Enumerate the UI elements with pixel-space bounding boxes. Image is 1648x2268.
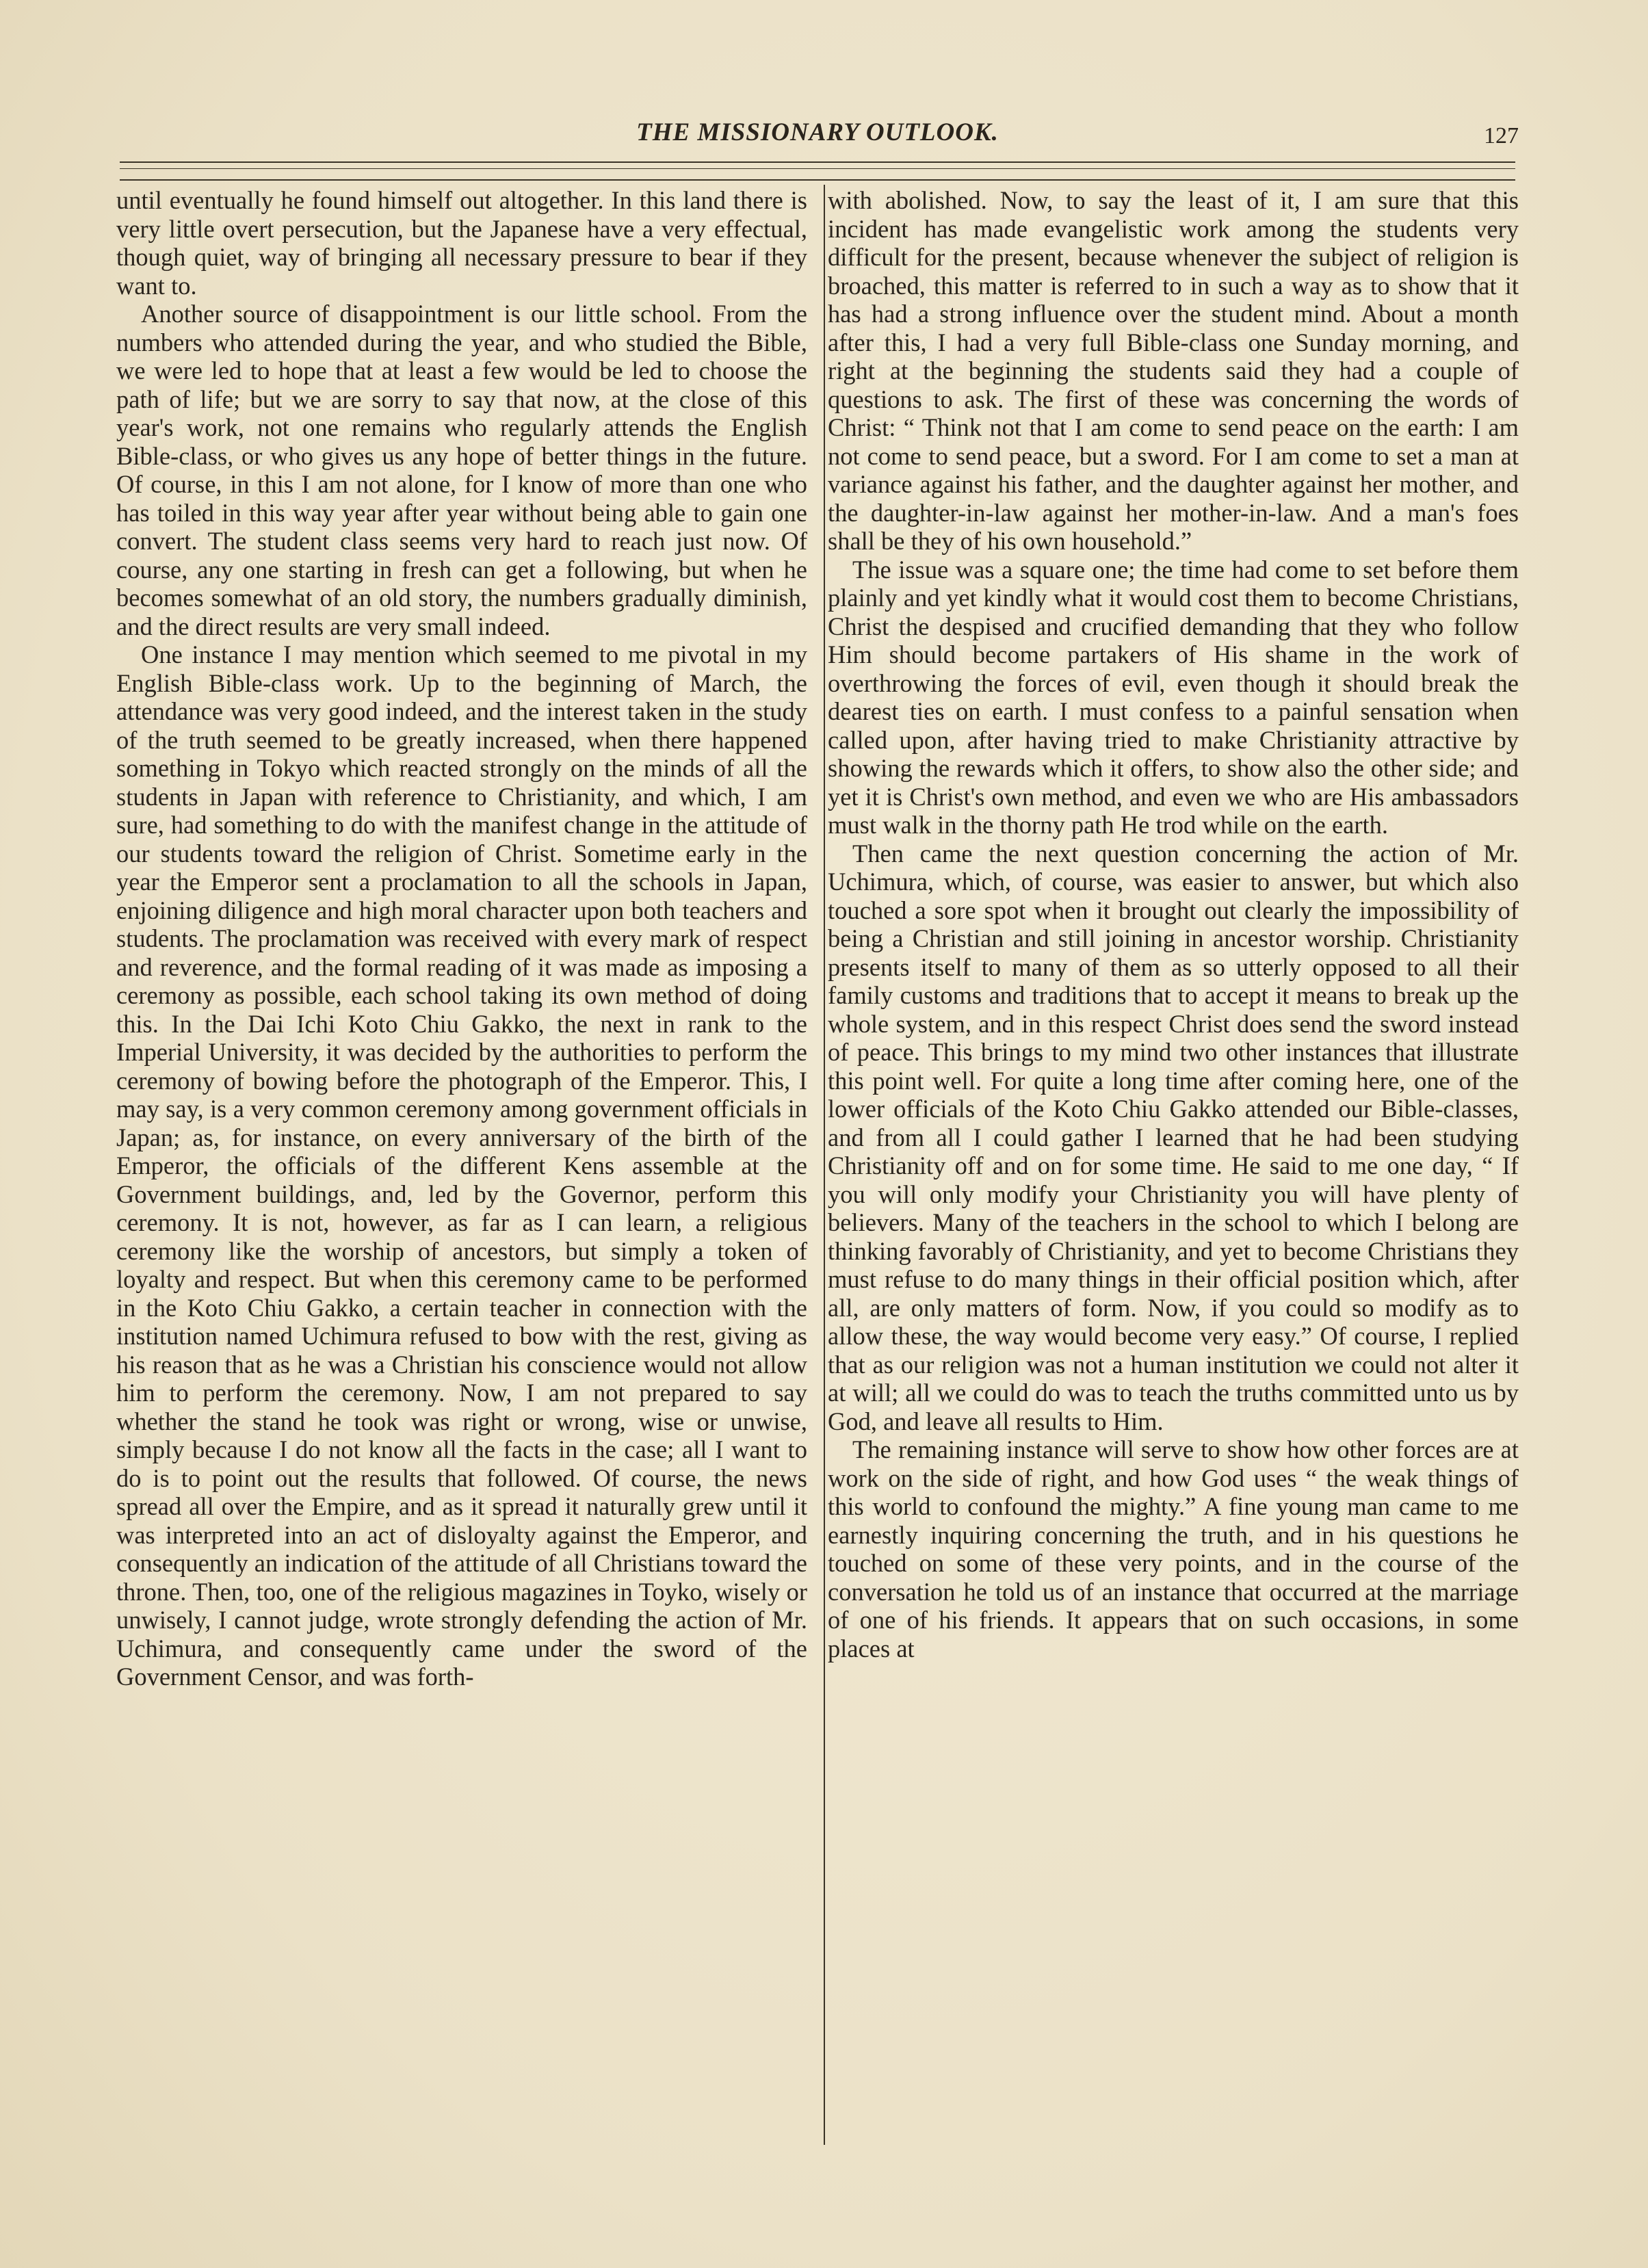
left-column [116,186,807,2143]
left-paragraph-3: One instance I may mention which seemed to me pivotal in my English Bible-class work. Up to the beginning of March, the attendance was very good indeed, and the interest taken in the study of the truth seemed to be greatly increased, when there happened something in Tokyo which reacted strongly on the minds of all the students in Japan with reference to Christianity, and which, I am sure, had something to do with the manifest change in the attitude of our students toward the religion of Christ. Sometime early in the year the Emperor sent a proclamation to all the schools in Japan, enjoining diligence and high moral character upon both teachers and students. The proclamation was received with every mark of respect and reverence, and the formal reading of it was made as imposing a ceremony as possible, each school taking its own method of doing this. In the Dai Ichi Koto Chiu Gakko, the next in rank to the Imperial University, it was decided by the authorities to perform the ceremony of bowing before the photograph of the Emperor. This, I may say, is a very common ceremony among government officials in Japan; as, for instance, on every anniversary of the birth of the Emperor, the officials of the different Kens assemble at the Government buildings, and, led by the Governor, perform this ceremony. It is not, however, as far as I can learn, a religious ceremony like the worship of ancestors, but simply a token of loyalty and respect. But when this ceremony came to be performed in the Koto Chiu Gakko, a certain teacher in connection with the institution named Uchimura refused to bow with the rest, giving as his reason that as he was a Christian his conscience would not allow him to perform the ceremony. Now, I am not prepared to say whether the stand he took was right or wrong, wise or unwise, simply because I do not know all the facts in the case; all I want to do is to point out the results that followed. Of course, the news spread all over the Empire, and as it spread it naturally grew until it was interpreted into an act of disloyalty against the Emperor, and consequently an indication of the attitude of all Christians toward the throne. Then, too, one of the religious magazines in Toyko, wisely or unwisely, I cannot judge, wrote strongly defending the action of Mr. Uchimura, and consequently came under the sword of the Government Censor, and was forth- [116,640,807,1691]
page-header [116,118,1519,159]
right-column [828,186,1519,2143]
right-paragraph-1: with abolished. Now, to say the least of it, I am sure that this incident has made evangelistic work among the students very difficult for the present, because whenever the subject of religion is broached, this matter is referred to in such a way as to show that it has had a strong influence over the student mind. About a month after this, I had a very full Bible-class one Sunday morning, and right at the beginning the students said they had a couple of questions to ask. The first of these was concerning the words of Christ: “ Think not that I am come to send peace on the earth: I am not come to send peace, but a sword. For I am come to set a man at variance against his father, and the daughter against her mother, and the daughter-in-law against her mother-in-law. And a man's foes shall be they of his own household.” [828,186,1519,555]
left-paragraph-1: until eventually he found himself out altogether. In this land there is very little overt persecution, but the Japanese have a very effectual, though quiet, way of bringing all necessary pressure to bear if they want to. [116,186,807,300]
column-divider [824,185,825,2145]
right-paragraph-4: The remaining instance will serve to show how other forces are at work on the side of right, and how God uses “ the weak things of this world to confound the mighty.” A fine young man came to me earnestly inquiring concerning the truth, and in his questions he touched on some of these very points, and in the course of the conversation he told us of an instance that occurred at the marriage of one of his friends. It appears that on such occasions, in some places at [828,1435,1519,1663]
page-number: 127 [1484,123,1519,148]
header-rule-bottom [120,179,1515,181]
right-paragraph-2: The issue was a square one; the time had come to set before them plainly and yet kindly what it would cost them to become Christians, Christ the despised and crucified demanding that they who follow Him should become partakers of His shame in the work of overthrowing the forces of evil, even though it should break the dearest ties on earth. I must confess to a painful sensation when called upon, after having tried to make Christianity attractive by showing the rewards which it offers, to show also the other side; and yet it is Christ's own method, and even we who are His ambassadors must walk in the thorny path He trod while on the earth. [828,555,1519,839]
left-paragraph-2: Another source of disappointment is our little school. From the numbers who attended during the year, and who studied the Bible, we were led to hope that at least a few would be led to choose the path of life; but we are sorry to say that now, at the close of this year's work, not one remains who regularly attends the English Bible-class, or who gives us any hope of better things in the future. Of course, in this I am not alone, for I know of more than one who has toiled in this way year after year without being able to gain one convert. The student class seems very hard to reach just now. Of course, any one starting in fresh can get a following, but when he becomes somewhat of an old story, the numbers gradually diminish, and the direct results are very small indeed. [116,300,807,640]
running-title: THE MISSIONARY OUTLOOK. [636,118,999,146]
header-rule-middle [120,168,1515,169]
header-rule-top [120,161,1515,163]
right-paragraph-3: Then came the next question concerning the action of Mr. Uchimura, which, of course, was easier to answer, but which also touched a sore spot when it brought out clearly the impossibility of being a Christian and still joining in ancestor worship. Christianity presents itself to many of them as so utterly opposed to all their family customs and traditions that to accept it means to break up the whole system, and in this respect Christ does send the sword instead of peace. This brings to my mind two other instances that illustrate this point well. For quite a long time after coming here, one of the lower officials of the Koto Chiu Gakko attended our Bible-classes, and from all I could gather I learned that he had been studying Christianity off and on for some time. He said to me one day, “ If you will only modify your Christianity you will have plenty of believers. Many of the teachers in the school to which I belong are thinking favorably of Christianity, and yet to become Christians they must refuse to do many things in their official position which, after all, are only matters of form. Now, if you could so modify as to allow these, the way would become very easy.” Of course, I replied that as our religion was not a human institution we could not alter it at will; all we could do was to teach the truths committed unto us by God, and leave all results to Him. [828,839,1519,1435]
